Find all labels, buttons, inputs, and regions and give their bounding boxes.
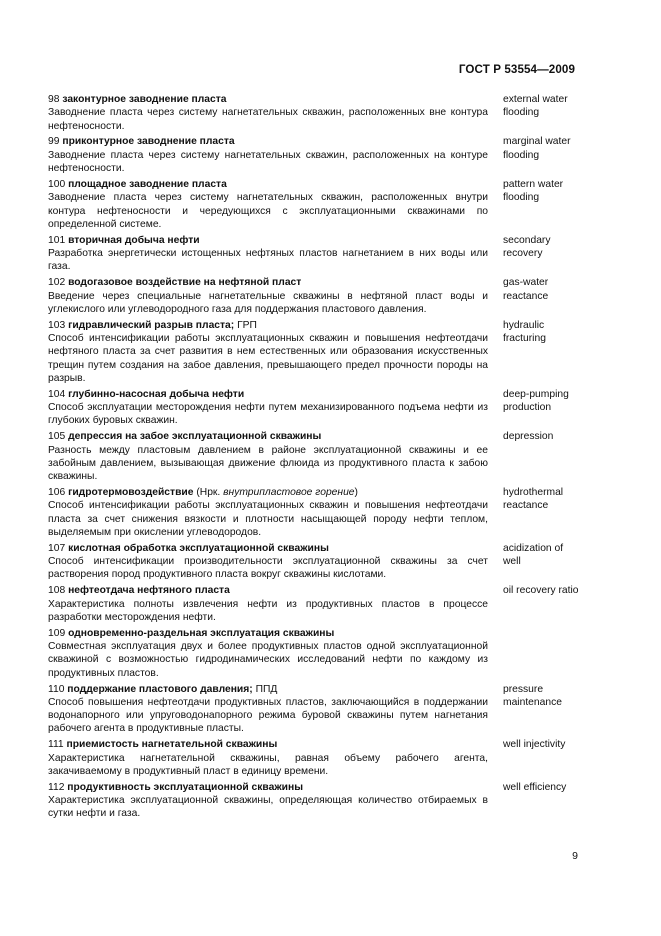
- term-definition: Способ интенсификации производительности эксплуатационной скважины за счет растворения пород продуктивного пласта вокруг скважины кислотами.: [48, 556, 488, 581]
- term-number: 98: [48, 94, 60, 105]
- term-english: marginal water flooding: [503, 136, 571, 161]
- term-entry: [48, 319, 580, 385]
- term-name: одновременно-раздельная эксплуатация скважины: [68, 627, 335, 639]
- term-name: гидравлический разрыв пласта;: [68, 319, 235, 331]
- term-definition: Способ интенсификации работы эксплуатационных скважин и повышения нефтеотдачи пласта за счет снижения вязкости и плотности насыщающей породу нефти теплом, выделяемым при окислении углеводородов.: [48, 500, 488, 538]
- term-definition: Заводнение пласта через систему нагнетательных скважин, расположенных внутри контура нефтеносности и чередующихся с эксплуатационными скважинами по определенной системе.: [48, 192, 488, 230]
- term-definition: Разность между пластовым давлением в районе эксплуатационной скважины и ее забойным давлением, вызывающая движение флюида из продуктивного пласта к забою скважины.: [48, 444, 488, 483]
- term-name: гидротермовоздействие: [68, 487, 194, 499]
- term-entry: [48, 584, 580, 624]
- term-english: depression: [503, 431, 554, 443]
- term-note: (Нрк. внутрипластовое горение): [196, 487, 358, 499]
- term-name: законтурное заводнение пласта: [62, 94, 227, 105]
- term-entry: [48, 542, 580, 582]
- term-number: 110: [48, 683, 65, 695]
- term-english: gas-water reactance: [503, 277, 549, 302]
- term-title: [48, 486, 488, 499]
- term-title: [48, 738, 488, 751]
- term-title: [48, 627, 488, 640]
- term-number: 107: [48, 542, 66, 554]
- term-definition: Заводнение пласта через систему нагнетательных скважин, расположенных на контуре нефтеносности.: [48, 149, 488, 175]
- term-entry: [48, 234, 580, 274]
- term-title: [48, 234, 488, 247]
- term-title: [48, 388, 488, 401]
- term-definition: Характеристика эксплуатационной скважины, определяющая количество отбираемых в сутки нефти и газа.: [48, 795, 488, 820]
- term-number: 99: [48, 136, 60, 148]
- term-entry: [48, 627, 580, 680]
- term-definition: Совместная эксплуатация двух и более продуктивных пластов одной эксплуатационной скважиной с возможностью гидродинамических исследований нефти по каждому из продуктивных пластов.: [48, 641, 488, 679]
- term-title: [48, 135, 488, 148]
- term-english: hydraulic fracturing: [503, 319, 546, 345]
- term-english: well efficiency: [503, 781, 567, 793]
- term-name: площадное заводнение пласта: [68, 178, 227, 190]
- term-entry: [48, 430, 580, 483]
- term-definition: Характеристика полноты извлечения нефти из продуктивных пластов в процессе разработки месторождения нефти.: [48, 598, 488, 623]
- term-entry: [48, 683, 580, 736]
- term-english: well injectivity: [503, 739, 566, 751]
- term-number: 105: [48, 431, 66, 443]
- term-entry: [48, 781, 580, 821]
- term-title: [48, 683, 488, 696]
- term-number: 106: [48, 487, 66, 499]
- term-number: 100: [48, 178, 66, 190]
- term-title: [48, 178, 488, 191]
- term-name: глубинно-насосная добыча нефти: [68, 388, 245, 400]
- term-english: pattern water flooding: [503, 178, 564, 204]
- term-definition: Разработка энергетически истощенных нефтяных пластов нагнетанием в них воды или газа.: [48, 248, 488, 273]
- term-title: [48, 276, 488, 289]
- term-name: приемистость нагнетательной скважины: [66, 739, 278, 751]
- term-number: 109: [48, 627, 66, 639]
- term-title: [48, 93, 488, 106]
- term-title: [48, 584, 488, 597]
- term-name: водогазовое воздействие на нефтяной пласт: [68, 277, 302, 289]
- term-name: приконтурное заводнение пласта: [62, 136, 235, 148]
- term-definition: Введение через специальные нагнетательные скважины в нефтяной пласт воды и углекислого или углеводородного газа для поддержания пластового давления.: [48, 290, 488, 315]
- term-name: депрессия на забое эксплуатационной скважины: [68, 431, 322, 443]
- term-definition: Способ повышения нефтеотдачи продуктивных пластов, заключающийся в поддержании водонапорного или упруговодонапорного режима буровой скважины путем нагнетания рабочего агента в продуктивные пласты.: [48, 696, 488, 735]
- term-number: 103: [48, 319, 66, 331]
- term-entry: [48, 738, 580, 778]
- term-english: external water flooding: [503, 94, 568, 119]
- term-definition: Заводнение пласта через систему нагнетательных скважин, расположенных вне контура нефтеносности.: [48, 107, 488, 132]
- term-name: вторичная добыча нефти: [68, 234, 200, 246]
- term-number: 112: [48, 781, 65, 793]
- term-title: [48, 781, 488, 794]
- term-entry: [48, 276, 580, 316]
- term-abbreviation: ППД: [255, 683, 278, 695]
- term-entry: [48, 135, 580, 175]
- term-definition: Способ эксплуатации месторождения нефти путем механизированного подъема нефти из глубоких буровых скважин.: [48, 402, 488, 427]
- term-number: 104: [48, 388, 66, 400]
- term-entry: [48, 178, 580, 231]
- term-english: hydrothermal reactance: [503, 487, 564, 512]
- term-english: acidization of well: [503, 542, 564, 568]
- term-number: 101: [48, 234, 66, 246]
- term-number: 108: [48, 585, 66, 597]
- term-definition: Характеристика нагнетательной скважины, равная объему рабочего агента, закачиваемому в продуктивный пласт в единицу времени.: [48, 752, 488, 777]
- term-name: нефтеотдача нефтяного пласта: [68, 585, 230, 597]
- term-title: [48, 542, 488, 555]
- term-english: pressure maintenance: [503, 683, 562, 708]
- term-number: 111: [48, 739, 64, 751]
- term-abbreviation: ГРП: [237, 319, 257, 331]
- standard-header: ГОСТ Р 53554—2009: [458, 63, 575, 76]
- terms-list: [48, 93, 580, 823]
- term-english: oil recovery ratio: [503, 585, 579, 597]
- term-definition: Способ интенсификации работы эксплуатационных скважин и повышения нефтеотдачи нефтяного пласта за счет развития в нем естественных или образования искусственных трещин путем создания на забое давления, превышающего предел прочности породы на разрыв.: [48, 333, 488, 384]
- term-name: поддержание пластового давления;: [67, 683, 253, 695]
- term-name: кислотная обработка эксплуатационной скважины: [68, 542, 329, 554]
- term-entry: [48, 93, 580, 133]
- term-english: deep-pumping production: [503, 388, 569, 414]
- page-number: 9: [572, 850, 578, 862]
- term-title: [48, 430, 488, 443]
- term-name: продуктивность эксплуатационной скважины: [67, 781, 303, 793]
- term-number: 102: [48, 277, 66, 289]
- term-entry: [48, 388, 580, 428]
- term-english: secondary recovery: [503, 234, 551, 260]
- term-english: [503, 627, 580, 680]
- term-entry: [48, 486, 580, 539]
- term-title: [48, 319, 488, 332]
